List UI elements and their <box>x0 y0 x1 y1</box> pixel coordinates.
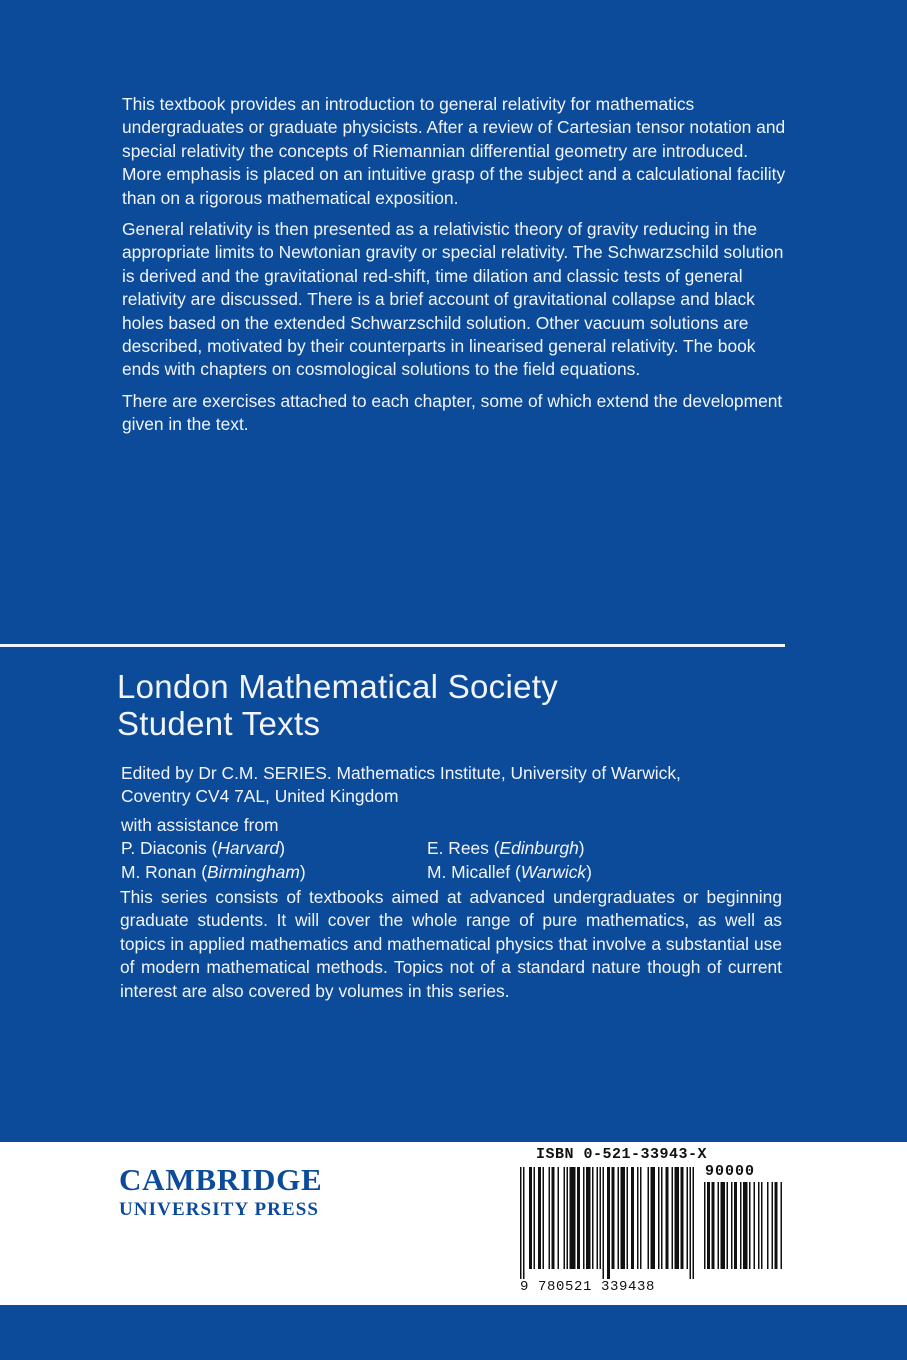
assistant-4: M. Micallef (Warwick) <box>427 861 592 882</box>
barcode-icon <box>520 1167 700 1279</box>
isbn-label: ISBN 0-521-33943-X <box>536 1146 708 1163</box>
series-description: This series consists of textbooks aimed at advanced undergraduates or beginning graduate students. It will cover the whole range of pure mathematics, as well as topics in applied mathematics and mathematical physics that involve a substantial use of modern mathematical methods. Topics not of a standard nature though of current interest are also covered by volumes in this series. <box>120 887 782 1001</box>
divider-rule <box>0 644 785 647</box>
editor-line-1: Edited by Dr C.M. SERIES. Mathematics Institute, University of Warwick, <box>121 763 681 783</box>
assistant-name: P. Diaconis <box>121 838 207 859</box>
publisher-name: CAMBRIDGE <box>119 1162 323 1197</box>
blurb-paragraph-1: This textbook provides an introduction to general relativity for mathematics undergraduates or graduate physicists. After a review of Cartesian tensor notation and special relativity the concepts of Riemannian differential geometry are introduced. More emphasis is placed on an intuitive grasp of the subject and a calculational facility than on a rigorous mathematical exposition. <box>122 94 786 208</box>
barcode-area <box>520 1146 790 1302</box>
blurb <box>122 93 792 445</box>
blurb-paragraph-3: There are exercises attached to each chapter, some of which extend the development given in the text. <box>122 390 783 435</box>
assistant-name: M. Micallef <box>427 861 511 882</box>
assistant-2: E. Rees (Edinburgh) <box>427 838 585 859</box>
assistance-label: with assistance from <box>121 815 279 835</box>
editor-info <box>121 762 786 809</box>
editor-line-2: Coventry CV4 7AL, United Kingdom <box>121 786 399 807</box>
assistant-name: E. Rees <box>427 838 489 859</box>
blurb-paragraph-2: General relativity is then presented as a relativistic theory of gravity reducing in the appropriate limits to Newtonian gravity or special relativity. The Schwarzschild solution is derived and the gravitational red-shift, time dilation and classic tests of general relativity are discussed. There is a brief account of gravitational collapse and black holes based on the extended Schwarzschild solution. Other vacuum solutions are described, motivated by their counterparts in linearised general relativity. The book ends with chapters on cosmological solutions to the field equations. <box>122 219 784 380</box>
assistant-affiliation: Birmingham <box>207 861 300 882</box>
addon-number: 90000 <box>705 1163 756 1180</box>
ean-number: 9 780521 339438 <box>520 1279 656 1295</box>
addon-barcode-icon <box>704 1182 784 1279</box>
publisher-logo <box>119 1162 323 1222</box>
assistant-1: P. Diaconis (Harvard) <box>121 838 285 859</box>
assistants-grid <box>121 837 786 884</box>
assistant-3: M. Ronan (Birmingham) <box>121 861 306 882</box>
assistant-affiliation: Edinburgh <box>499 838 579 859</box>
assistant-name: M. Ronan <box>121 861 197 882</box>
assistant-affiliation: Harvard <box>217 838 280 859</box>
series-title <box>117 668 558 742</box>
series-title-line-1: London Mathematical Society <box>117 668 559 705</box>
series-title-line-2: Student Texts <box>117 705 321 742</box>
assistant-affiliation: Warwick <box>520 861 587 882</box>
publisher-subname: UNIVERSITY PRESS <box>119 1199 320 1220</box>
assistance-block <box>121 814 786 884</box>
